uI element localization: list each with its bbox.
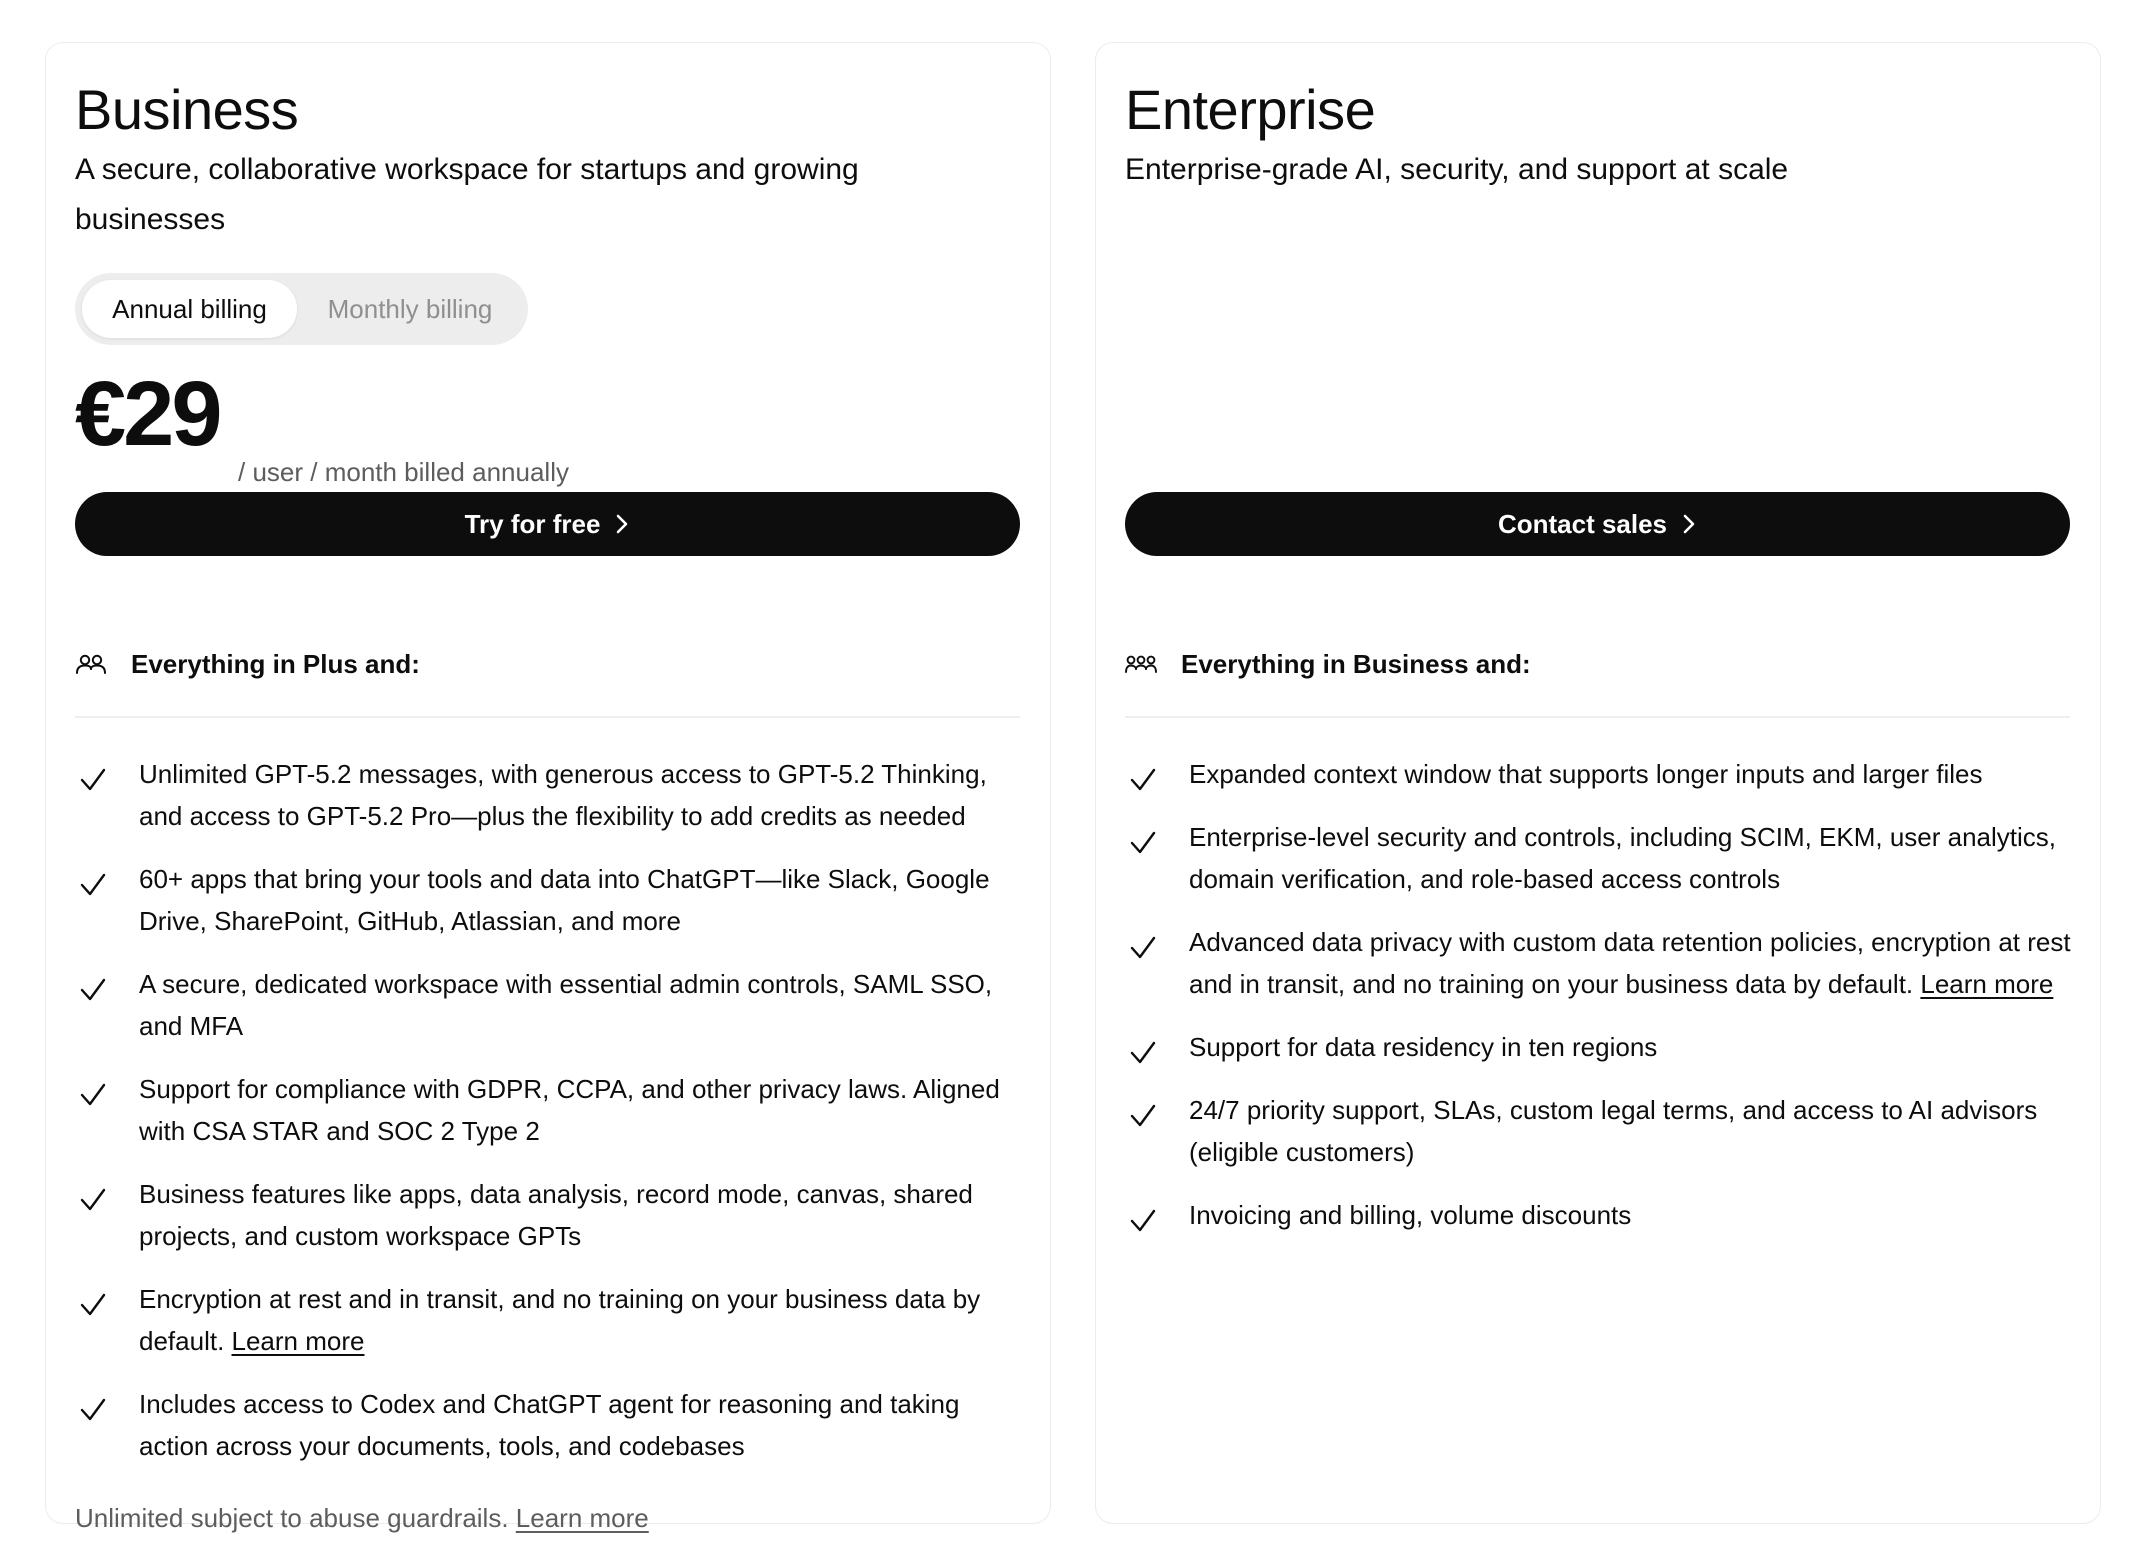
- check-icon: [79, 767, 107, 793]
- check-icon: [1129, 935, 1157, 961]
- check-icon: [1129, 1103, 1157, 1129]
- enterprise-plan-card: [1095, 42, 2101, 1524]
- feature-text: Enterprise-level security and controls, including SCIM, EKM, user analytics, domain verification, and role-based access controls: [1189, 822, 2057, 894]
- feature-item: [75, 1173, 1025, 1257]
- plan-tagline: Enterprise-grade AI, security, and support at scale: [1125, 153, 1789, 186]
- plan-title: Enterprise: [1125, 78, 1376, 141]
- footnote-learn-more-link[interactable]: Learn more: [515, 1503, 649, 1533]
- feature-item: [1125, 1194, 2075, 1236]
- footnote-text: Unlimited subject to abuse guardrails.: [75, 1503, 516, 1533]
- feature-text: Support for compliance with GDPR, CCPA, and other privacy laws. Aligned with CSA STAR and SOC 2 Type 2: [139, 1074, 1000, 1146]
- plan-tagline: A secure, collaborative workspace for startups and growing businesses: [75, 153, 859, 236]
- feature-list: [75, 753, 1025, 1488]
- check-icon: [79, 1187, 107, 1213]
- check-icon: [79, 1397, 107, 1423]
- everything-label: Everything in Plus and:: [131, 648, 420, 679]
- feature-text: Unlimited GPT-5.2 messages, with generous access to GPT-5.2 Thinking, and access to GPT-5.2 Pro—plus the flexibility to add credits as needed: [139, 759, 987, 831]
- price-amount: €29: [75, 363, 220, 465]
- feature-item: [75, 1068, 1025, 1152]
- three-people-icon: [1125, 653, 1157, 675]
- price-unit: / user / month billed annually: [238, 457, 569, 487]
- everything-in-header: [75, 639, 1020, 689]
- feature-item: [75, 963, 1025, 1047]
- feature-item: [75, 1383, 1025, 1467]
- feature-text: 60+ apps that bring your tools and data into ChatGPT—like Slack, Google Drive, SharePoint, GitHub, Atlassian, and more: [139, 864, 990, 936]
- feature-text: Invoicing and billing, volume discounts: [1189, 1200, 1632, 1230]
- check-icon: [79, 1292, 107, 1318]
- annual-billing-option[interactable]: Annual billing: [82, 280, 297, 338]
- try-for-free-button[interactable]: [75, 492, 1020, 556]
- plan-title: Business: [75, 78, 299, 141]
- learn-more-link[interactable]: Learn more: [1920, 969, 2054, 999]
- cta-label: Try for free: [464, 508, 601, 539]
- check-icon: [79, 977, 107, 1003]
- divider: [1125, 716, 2070, 718]
- feature-item: [1125, 753, 2075, 795]
- feature-item: [75, 753, 1025, 837]
- business-plan-card: [45, 42, 1051, 1533]
- feature-text: Expanded context window that supports longer inputs and larger files: [1189, 759, 1983, 789]
- cta-label: Contact sales: [1497, 508, 1668, 539]
- feature-item: [1125, 921, 2075, 1005]
- feature-item: [75, 1278, 1025, 1362]
- feature-item: [75, 858, 1025, 942]
- learn-more-link[interactable]: Learn more: [231, 1326, 365, 1356]
- feature-text: Advanced data privacy with custom data retention policies, encryption at rest and in transit, and no training on your business data by default.: [1189, 927, 2071, 999]
- feature-item: [1125, 816, 2075, 900]
- footnote: [75, 1503, 649, 1534]
- check-icon: [1129, 1208, 1157, 1234]
- feature-text: Support for data residency in ten regions: [1189, 1032, 1658, 1062]
- everything-label: Everything in Business and:: [1181, 648, 1531, 679]
- check-icon: [1129, 1040, 1157, 1066]
- two-people-icon: [75, 653, 107, 675]
- feature-item: [1125, 1089, 2075, 1173]
- monthly-billing-option[interactable]: Monthly billing: [327, 294, 493, 324]
- contact-sales-button[interactable]: [1125, 492, 2070, 556]
- check-icon: [1129, 830, 1157, 856]
- feature-text: 24/7 priority support, SLAs, custom legal terms, and access to AI advisors (eligible customers): [1189, 1095, 2038, 1167]
- everything-in-header: [1125, 639, 2070, 689]
- divider: [75, 716, 1020, 718]
- billing-toggle: [75, 273, 528, 345]
- feature-item: [1125, 1026, 2075, 1068]
- feature-list: [1125, 753, 2075, 1257]
- check-icon: [79, 872, 107, 898]
- feature-text: Encryption at rest and in transit, and no training on your business data by default.: [139, 1284, 981, 1356]
- feature-text: A secure, dedicated workspace with essential admin controls, SAML SSO, and MFA: [139, 969, 993, 1041]
- check-icon: [1129, 767, 1157, 793]
- feature-text: Business features like apps, data analysis, record mode, canvas, shared projects, and custom workspace GPTs: [139, 1179, 973, 1251]
- feature-text: Includes access to Codex and ChatGPT agent for reasoning and taking action across your documents, tools, and codebases: [139, 1389, 960, 1461]
- chevron-right-icon: [1681, 513, 1697, 535]
- check-icon: [79, 1082, 107, 1108]
- chevron-right-icon: [614, 513, 630, 535]
